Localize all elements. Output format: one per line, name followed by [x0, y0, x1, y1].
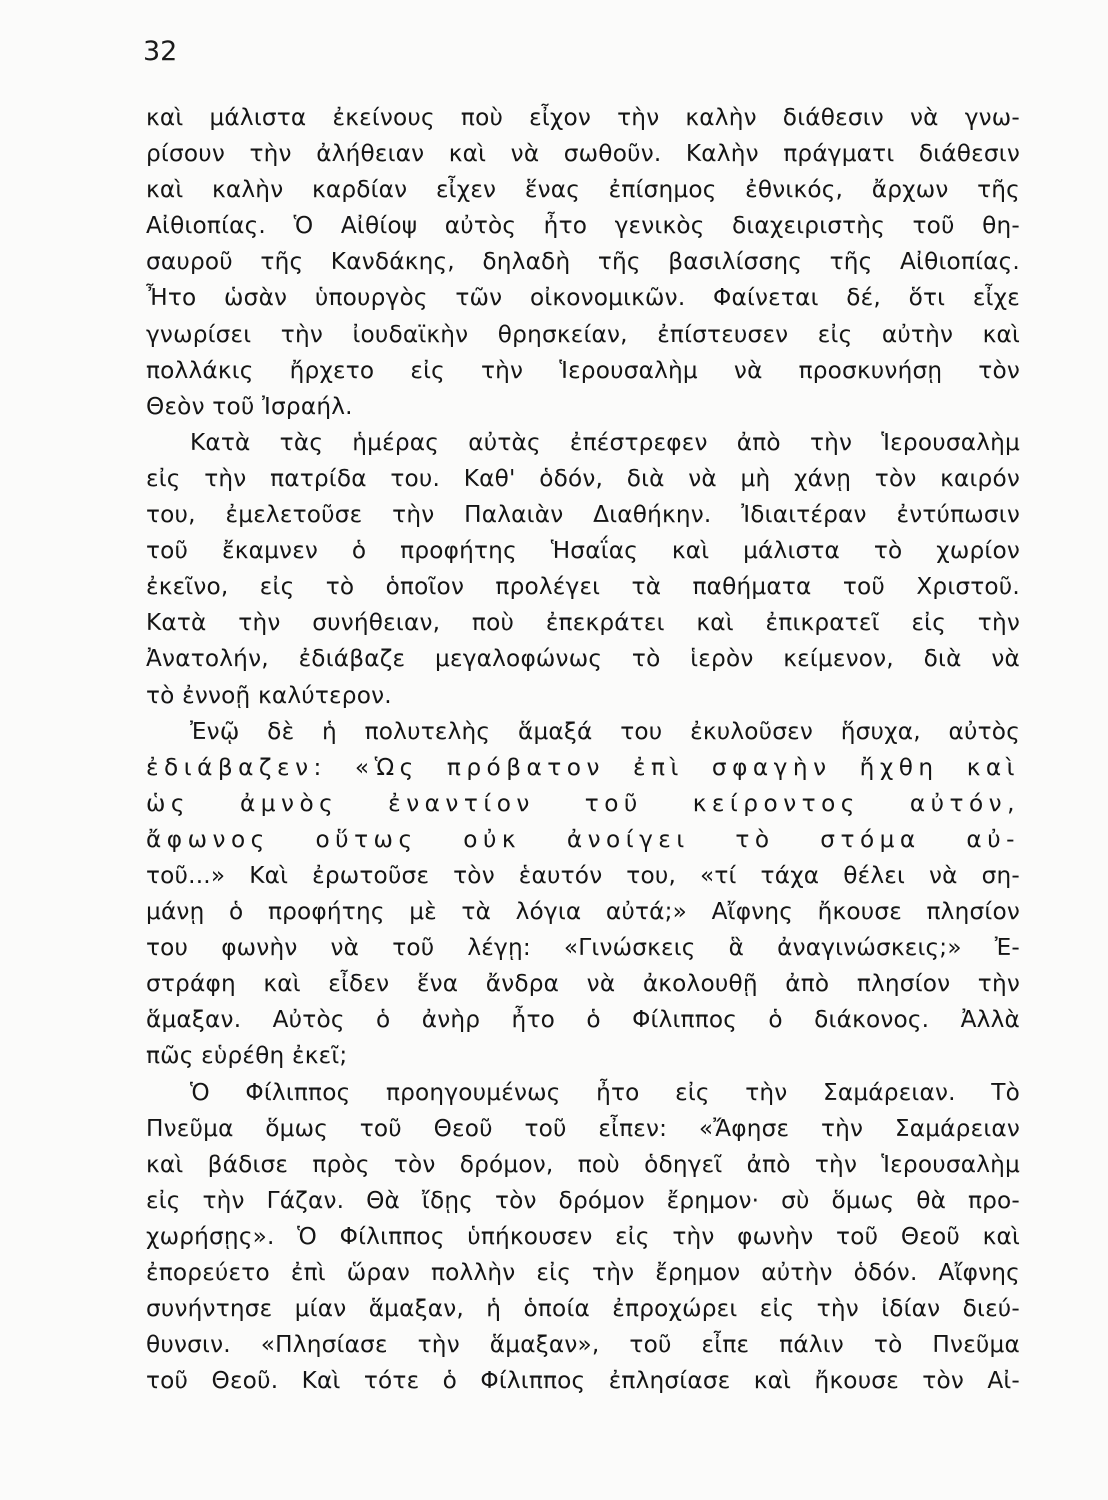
text-line: γνωρίσει τὴν ἰουδαϊκὴν θρησκείαν, ἐπίστευσεν εἰς αὐτὴν καὶ: [146, 320, 1020, 348]
quoted-spaced-line: ἐδιάβαζεν: «Ὡς πρόβατον ἐπὶ σφαγὴν ἤχθη καὶ: [146, 753, 1020, 781]
text-line: ἐκεῖνο, εἰς τὸ ὁποῖον προλέγει τὰ παθήματα τοῦ Χριστοῦ.: [146, 573, 1020, 601]
text-line: Κατὰ τὴν συνήθειαν, ποὺ ἐπεκράτει καὶ ἐπικρατεῖ εἰς τὴν: [146, 609, 1020, 637]
text-line: καὶ μάλιστα ἐκείνους ποὺ εἶχον τὴν καλὴν διάθεσιν νὰ γνω-: [146, 104, 1020, 131]
quoted-spaced-line: ἄφωνος οὕτως οὐκ ἀνοίγει τὸ στόμα αὐ-: [146, 825, 1020, 853]
text-line: τοῦ...» Καὶ ἐρωτοῦσε τὸν ἑαυτόν του, «τί τάχα θέλει νὰ ση-: [146, 861, 1020, 889]
text-line: Πνεῦμα ὅμως τοῦ Θεοῦ τοῦ εἶπεν: «Ἄφησε τὴν Σαμάρειαν: [146, 1114, 1020, 1142]
paragraph-start-line: Ὁ Φίλιππος προηγουμένως ἦτο εἰς τὴν Σαμάρειαν. Τὸ: [190, 1078, 1020, 1106]
text-line: Ἀνατολήν, ἐδιάβαζε μεγαλοφώνως τὸ ἱερὸν κείμενον, διὰ νὰ: [146, 645, 1020, 673]
text-line: Αἰθιοπίας. Ὁ Αἰθίοψ αὐτὸς ἦτο γενικὸς διαχειριστὴς τοῦ θη-: [146, 212, 1020, 240]
body-text: [146, 100, 1020, 1399]
text-line: του φωνὴν νὰ τοῦ λέγῃ: «Γινώσκεις ἃ ἀναγινώσκεις;» Ἐ-: [146, 934, 1020, 962]
text-line: σαυροῦ τῆς Κανδάκης, δηλαδὴ τῆς βασιλίσσης τῆς Αἰθιοπίας.: [146, 248, 1020, 276]
text-line: ρίσουν τὴν ἀλήθειαν καὶ νὰ σωθοῦν. Καλὴν πράγματι διάθεσιν: [146, 140, 1020, 168]
text-line: πολλάκις ἤρχετο εἰς τὴν Ἱερουσαλὴμ νὰ προσκυνήσῃ τὸν: [146, 356, 1020, 384]
text-line: καὶ βάδισε πρὸς τὸν δρόμον, ποὺ ὁδηγεῖ ἀπὸ τὴν Ἱερουσαλὴμ: [146, 1150, 1020, 1178]
text-line: εἰς τὴν πατρίδα του. Καθ' ὁδόν, διὰ νὰ μὴ χάνῃ τὸν καιρόν: [146, 464, 1020, 492]
text-line: χωρήσῃς». Ὁ Φίλιππος ὑπήκουσεν εἰς τὴν φωνὴν τοῦ Θεοῦ καὶ: [146, 1222, 1020, 1250]
text-line: τὸ ἐννοῇ καλύτερον.: [146, 681, 392, 709]
text-line: πῶς εὑρέθη ἐκεῖ;: [146, 1042, 348, 1070]
text-line: θυνσιν. «Πλησίασε τὴν ἅμαξαν», τοῦ εἶπε πάλιν τὸ Πνεῦμα: [146, 1331, 1020, 1359]
text-line: ἅμαξαν. Αὐτὸς ὁ ἀνὴρ ἦτο ὁ Φίλιππος ὁ διάκονος. Ἀλλὰ: [146, 1006, 1020, 1034]
text-line: Ἦτο ὡσὰν ὑπουργὸς τῶν οἰκονομικῶν. Φαίνεται δέ, ὅτι εἶχε: [146, 284, 1020, 312]
text-line: στράφη καὶ εἶδεν ἕνα ἄνδρα νὰ ἀκολουθῇ ἀπὸ πλησίον τὴν: [146, 970, 1020, 998]
text-line: μάνῃ ὁ προφήτης μὲ τὰ λόγια αὐτά;» Αἴφνης ἤκουσε πλησίον: [146, 898, 1020, 926]
text-line: Θεὸν τοῦ Ἰσραήλ.: [146, 392, 353, 420]
paragraph-start-line: Ἐνῷ δὲ ἡ πολυτελὴς ἅμαξά του ἐκυλοῦσεν ἥσυχα, αὐτὸς: [190, 717, 1020, 745]
text-line: τοῦ Θεοῦ. Καὶ τότε ὁ Φίλιππος ἐπλησίασε καὶ ἤκουσε τὸν Αἰ-: [146, 1367, 1020, 1395]
page-number: 32: [143, 36, 178, 67]
text-line: εἰς τὴν Γάζαν. Θὰ ἴδῃς τὸν δρόμον ἔρημον· σὺ ὅμως θὰ προ-: [146, 1186, 1020, 1214]
text-line: συνήντησε μίαν ἅμαξαν, ἡ ὁποία ἐπροχώρει εἰς τὴν ἰδίαν διεύ-: [146, 1295, 1020, 1323]
text-line: του, ἐμελετοῦσε τὴν Παλαιὰν Διαθήκην. Ἰδιαιτέραν ἐντύπωσιν: [146, 501, 1020, 529]
paragraph-start-line: Κατὰ τὰς ἡμέρας αὐτὰς ἐπέστρεφεν ἀπὸ τὴν Ἱερουσαλὴμ: [190, 428, 1020, 456]
text-line: τοῦ ἔκαμνεν ὁ προφήτης Ἡσαΐας καὶ μάλιστα τὸ χωρίον: [146, 537, 1020, 565]
quoted-spaced-line: ὡς ἀμνὸς ἐναντίον τοῦ κείροντος αὐτόν,: [146, 789, 1020, 817]
text-line: καὶ καλὴν καρδίαν εἶχεν ἕνας ἐπίσημος ἐθνικός, ἄρχων τῆς: [146, 176, 1020, 204]
text-line: ἐπορεύετο ἐπὶ ὥραν πολλὴν εἰς τὴν ἔρημον αὐτὴν ὁδόν. Αἴφνης: [146, 1259, 1020, 1286]
